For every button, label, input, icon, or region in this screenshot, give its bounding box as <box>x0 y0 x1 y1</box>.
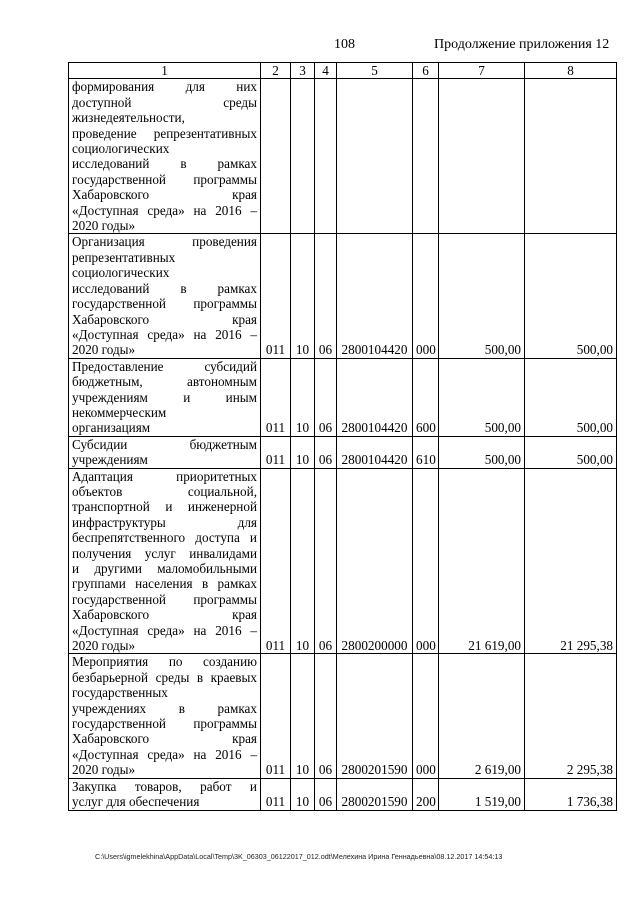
section-code: 10 <box>291 358 315 436</box>
row-description <box>69 778 261 810</box>
description-line: формирования для них <box>72 79 257 95</box>
amount-planned: 500,00 <box>439 358 525 436</box>
target-article-code: 2800201590 <box>337 654 413 778</box>
amount-executed <box>525 79 617 234</box>
description-line: Субсидии бюджетным <box>72 436 257 452</box>
description-line: учреждениям <box>72 452 148 468</box>
description-line: и другими маломобильными <box>72 561 257 576</box>
table-row <box>69 79 617 234</box>
description-line: объектов социальной, <box>72 483 257 499</box>
gp-code: 011 <box>261 436 291 468</box>
description-line: социологических <box>72 141 170 157</box>
amount-executed: 1 736,38 <box>525 778 617 810</box>
amount-executed: 21 295,38 <box>525 468 617 654</box>
subsection-code: 06 <box>315 436 337 468</box>
description-line: «Доступная среда» на 2016 – <box>72 326 257 342</box>
description-line: исследований в рамках <box>72 280 257 296</box>
target-article-code <box>337 79 413 234</box>
section-code <box>291 79 315 234</box>
description-line: социологических <box>72 265 170 281</box>
row-description <box>69 358 261 436</box>
section-code: 10 <box>291 468 315 654</box>
col-header: 3 <box>291 63 315 79</box>
col-header: 7 <box>439 63 525 79</box>
amount-planned: 500,00 <box>439 436 525 468</box>
description-line: 2020 годы» <box>72 762 136 778</box>
row-description <box>69 468 261 654</box>
description-line: доступной среды <box>72 94 257 110</box>
gp-code: 011 <box>261 234 291 358</box>
amount-planned: 21 619,00 <box>439 468 525 654</box>
description-line: учреждениях в рамках <box>72 700 257 716</box>
description-line: исследований в рамках <box>72 156 257 172</box>
description-line: проведение репрезентативных <box>72 125 257 141</box>
target-article-code: 2800104420 <box>337 234 413 358</box>
description-line: учреждениям и иным <box>72 389 257 405</box>
description-line: «Доступная среда» на 2016 – <box>72 622 257 638</box>
amount-executed: 2 295,38 <box>525 654 617 778</box>
section-code: 10 <box>291 654 315 778</box>
subsection-code: 06 <box>315 778 337 810</box>
description-line: получения услуг инвалидами <box>72 545 257 561</box>
subsection-code: 06 <box>315 234 337 358</box>
description-line: Хабаровского края <box>72 731 257 747</box>
description-line: безбарьерной среды в краевых <box>72 669 257 685</box>
description-line: организациям <box>72 420 151 436</box>
row-description <box>69 654 261 778</box>
description-line: государственной программы <box>72 591 257 607</box>
description-line: государственных <box>72 685 168 701</box>
expense-type-code: 000 <box>413 468 439 654</box>
expense-type-code: 000 <box>413 234 439 358</box>
description-line: государственной программы <box>72 171 257 187</box>
gp-code <box>261 79 291 234</box>
description-line: Адаптация приоритетных <box>72 468 257 484</box>
description-line: «Доступная среда» на 2016 – <box>72 746 257 762</box>
description-line: группами населения в рамках <box>72 576 257 592</box>
description-line: Предоставление субсидий <box>72 358 257 374</box>
description-line: инфраструктуры для <box>72 514 257 530</box>
description-line: транспортной и инженерной <box>72 499 257 515</box>
gp-code: 011 <box>261 468 291 654</box>
subsection-code: 06 <box>315 468 337 654</box>
col-header: 1 <box>69 63 261 79</box>
gp-code: 011 <box>261 358 291 436</box>
table-row <box>69 436 617 468</box>
table-row <box>69 778 617 810</box>
subsection-code: 06 <box>315 654 337 778</box>
subsection-code: 06 <box>315 358 337 436</box>
expense-type-code: 000 <box>413 654 439 778</box>
gp-code: 011 <box>261 654 291 778</box>
target-article-code: 2800104420 <box>337 358 413 436</box>
table-row <box>69 358 617 436</box>
budget-table <box>68 62 617 811</box>
description-line: беспрепятственного доступа и <box>72 530 257 546</box>
col-header: 8 <box>525 63 617 79</box>
table-row <box>69 654 617 778</box>
description-line: Организация проведения <box>72 234 257 250</box>
expense-type-code: 600 <box>413 358 439 436</box>
footer-path: C:\Users\igmelekhina\AppData\Local\Temp\3K_06303_06122017_012.odt\Мелехина Ирина Геннадьевна\08.12.2017 14:54:13 <box>95 852 503 861</box>
header-row <box>69 63 617 79</box>
amount-executed: 500,00 <box>525 358 617 436</box>
description-line: Хабаровского края <box>72 607 257 623</box>
continuation-label: Продолжение приложения 12 <box>434 37 610 52</box>
table-row <box>69 234 617 358</box>
expense-type-code <box>413 79 439 234</box>
amount-planned <box>439 79 525 234</box>
description-line: 2020 годы» <box>72 342 136 358</box>
row-description <box>69 436 261 468</box>
section-code: 10 <box>291 234 315 358</box>
section-code: 10 <box>291 436 315 468</box>
description-line: репрезентативных <box>72 249 176 265</box>
col-header: 2 <box>261 63 291 79</box>
description-line: государственной программы <box>72 716 257 732</box>
amount-executed: 500,00 <box>525 234 617 358</box>
description-line: государственной программы <box>72 296 257 312</box>
description-line: 2020 годы» <box>72 218 136 234</box>
row-description <box>69 79 261 234</box>
description-line: некоммерческим <box>72 404 167 420</box>
expense-type-code: 200 <box>413 778 439 810</box>
description-line: Хабаровского края <box>72 311 257 327</box>
description-line: жизнедеятельности, <box>72 110 185 126</box>
expense-type-code: 610 <box>413 436 439 468</box>
page-number: 108 <box>334 37 355 52</box>
col-header: 5 <box>337 63 413 79</box>
target-article-code: 2800200000 <box>337 468 413 654</box>
row-description <box>69 234 261 358</box>
description-line: «Доступная среда» на 2016 – <box>72 202 257 218</box>
description-line: 2020 годы» <box>72 638 136 654</box>
gp-code: 011 <box>261 778 291 810</box>
target-article-code: 2800201590 <box>337 778 413 810</box>
amount-planned: 2 619,00 <box>439 654 525 778</box>
section-code: 10 <box>291 778 315 810</box>
subsection-code <box>315 79 337 234</box>
amount-planned: 500,00 <box>439 234 525 358</box>
description-line: Хабаровского края <box>72 187 257 203</box>
col-header: 4 <box>315 63 337 79</box>
description-line: бюджетным, автономным <box>72 374 257 390</box>
amount-planned: 1 519,00 <box>439 778 525 810</box>
description-line: Мероприятия по созданию <box>72 654 257 670</box>
description-line: Закупка товаров, работ и <box>72 778 257 794</box>
col-header: 6 <box>413 63 439 79</box>
target-article-code: 2800104420 <box>337 436 413 468</box>
amount-executed: 500,00 <box>525 436 617 468</box>
description-line: услуг для обеспечения <box>72 794 200 810</box>
table-row <box>69 468 617 654</box>
